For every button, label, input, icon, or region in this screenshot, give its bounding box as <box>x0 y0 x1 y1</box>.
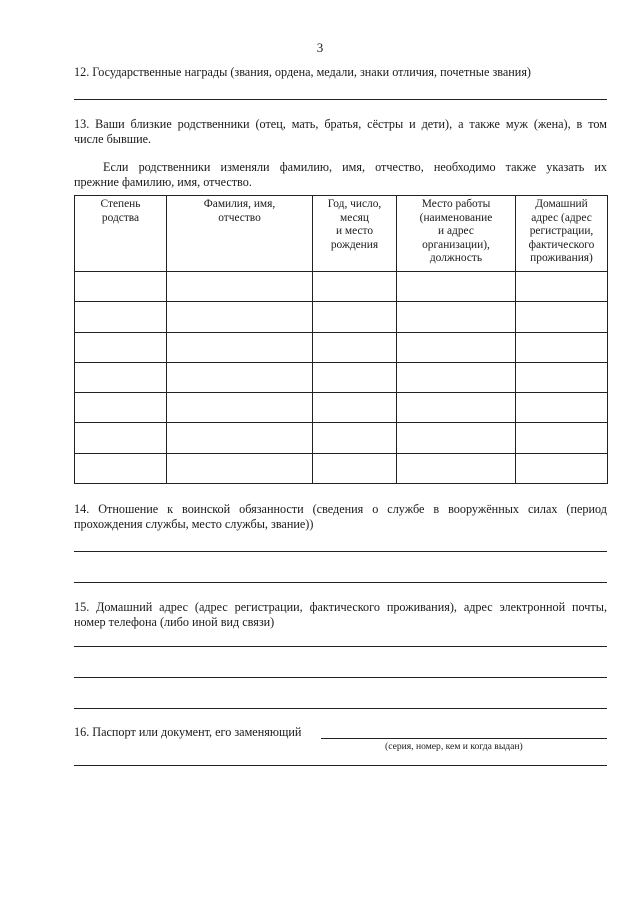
cell-workplace[interactable] <box>397 302 516 332</box>
cell-full-name[interactable] <box>167 332 313 362</box>
cell-birth[interactable] <box>313 453 397 483</box>
col-header-birth: Год, число, месяц и место рождения <box>313 196 397 272</box>
table-row <box>75 332 608 362</box>
table-row <box>75 362 608 392</box>
cell-home-address[interactable] <box>516 362 608 392</box>
relatives-table <box>74 195 608 484</box>
q14-answer-line-2[interactable] <box>74 582 607 583</box>
cell-kinship[interactable] <box>75 332 167 362</box>
q13-note-line1: Если родственники изменяли фамилию, имя, отчество, необходимо также указать их <box>103 160 607 174</box>
q14-line1: 14. Отношение к воинской обязанности (сведения о службе в вооружённых силах (период <box>74 502 607 516</box>
q16-label: 16. Паспорт или документ, его заменяющий <box>74 725 302 739</box>
cell-birth[interactable] <box>313 302 397 332</box>
q15-line2: номер телефона (либо иной вид связи) <box>74 615 275 629</box>
col-header-kinship: Степень родства <box>75 196 167 272</box>
table-row <box>75 453 608 483</box>
col-header-workplace: Место работы (наименование и адрес организации), должность <box>397 196 516 272</box>
cell-kinship[interactable] <box>75 393 167 423</box>
col-header-home-address: Домашний адрес (адрес регистрации, фактического проживания) <box>516 196 608 272</box>
cell-kinship[interactable] <box>75 423 167 453</box>
cell-birth[interactable] <box>313 362 397 392</box>
cell-kinship[interactable] <box>75 272 167 302</box>
cell-workplace[interactable] <box>397 423 516 453</box>
cell-home-address[interactable] <box>516 332 608 362</box>
cell-full-name[interactable] <box>167 393 313 423</box>
cell-workplace[interactable] <box>397 272 516 302</box>
q16-answer-line-2[interactable] <box>74 765 607 766</box>
table-row <box>75 272 608 302</box>
q12-answer-line[interactable] <box>74 99 607 100</box>
cell-home-address[interactable] <box>516 272 608 302</box>
table-row <box>75 302 608 332</box>
cell-home-address[interactable] <box>516 393 608 423</box>
cell-birth[interactable] <box>313 272 397 302</box>
cell-full-name[interactable] <box>167 272 313 302</box>
q13-line2: числе бывшие. <box>74 132 152 146</box>
cell-workplace[interactable] <box>397 393 516 423</box>
cell-kinship[interactable] <box>75 302 167 332</box>
cell-birth[interactable] <box>313 332 397 362</box>
q16-answer-line[interactable] <box>321 738 607 739</box>
cell-kinship[interactable] <box>75 362 167 392</box>
page-number: 3 <box>316 40 324 55</box>
cell-birth[interactable] <box>313 393 397 423</box>
col-header-full-name: Фамилия, имя, отчество <box>167 196 313 272</box>
q15-answer-line-1[interactable] <box>74 646 607 647</box>
cell-workplace[interactable] <box>397 362 516 392</box>
cell-home-address[interactable] <box>516 423 608 453</box>
q14-line2: прохождения службы, место службы, звание)) <box>74 517 314 531</box>
cell-workplace[interactable] <box>397 332 516 362</box>
cell-birth[interactable] <box>313 423 397 453</box>
q13-note-line2: прежние фамилию, имя, отчество. <box>74 175 252 189</box>
cell-full-name[interactable] <box>167 423 313 453</box>
cell-full-name[interactable] <box>167 302 313 332</box>
cell-full-name[interactable] <box>167 453 313 483</box>
cell-home-address[interactable] <box>516 453 608 483</box>
cell-kinship[interactable] <box>75 453 167 483</box>
cell-full-name[interactable] <box>167 362 313 392</box>
q13-line1: 13. Ваши близкие родственники (отец, мать, братья, сёстры и дети), а также муж (жена), в том <box>74 117 607 131</box>
table-row <box>75 393 608 423</box>
q15-answer-line-2[interactable] <box>74 677 607 678</box>
table-row <box>75 423 608 453</box>
relatives-table-header <box>75 196 608 272</box>
cell-home-address[interactable] <box>516 302 608 332</box>
q15-line1: 15. Домашний адрес (адрес регистрации, фактического проживания), адрес электронной почты, <box>74 600 607 614</box>
cell-workplace[interactable] <box>397 453 516 483</box>
q12-label: 12. Государственные награды (звания, ордена, медали, знаки отличия, почетные звания) <box>74 65 531 79</box>
q14-answer-line-1[interactable] <box>74 551 607 552</box>
q16-caption: (серия, номер, кем и когда выдан) <box>385 741 523 752</box>
q15-answer-line-3[interactable] <box>74 708 607 709</box>
